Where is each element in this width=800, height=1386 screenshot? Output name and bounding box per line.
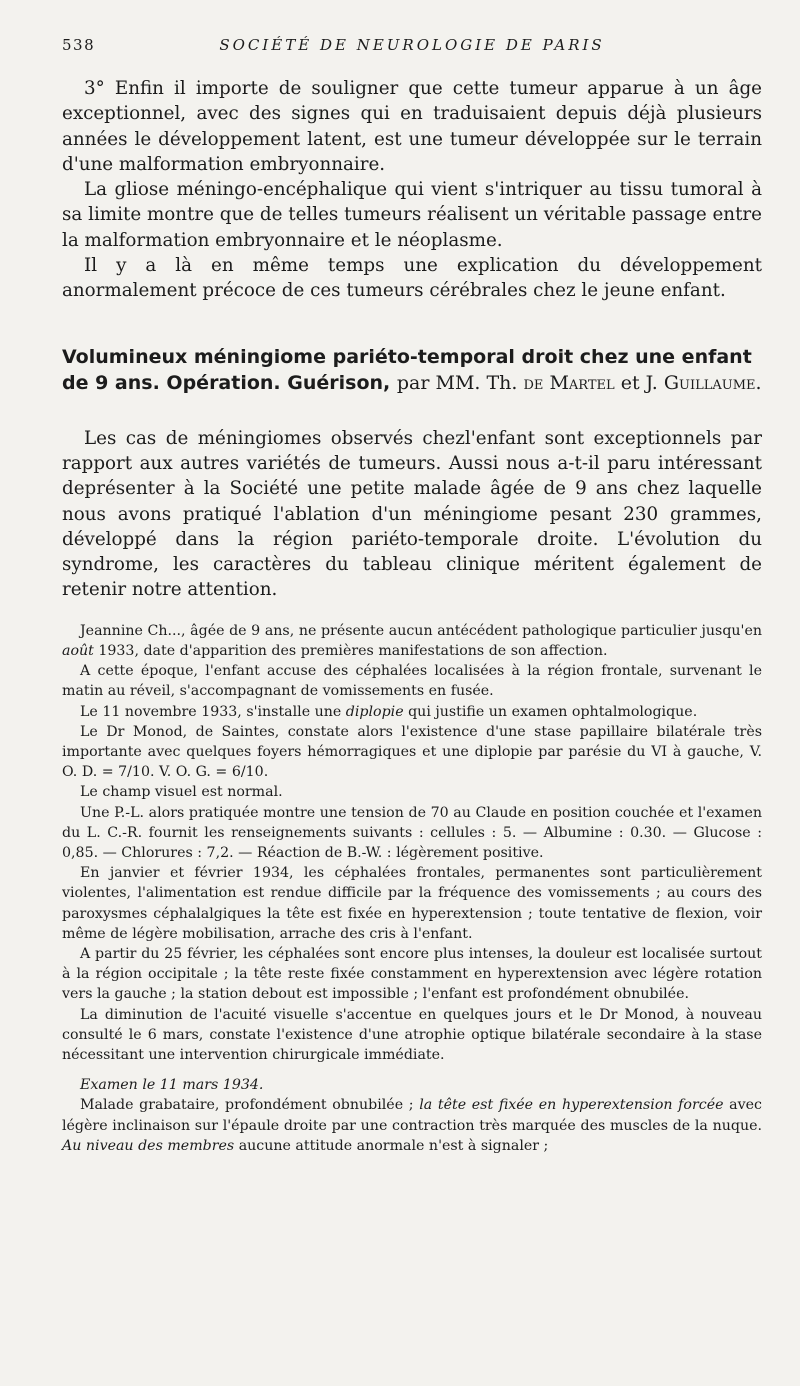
authors-prefix: MM. Th. bbox=[435, 371, 518, 394]
case-paragraph: Le Dr Monod, de Saintes, constate alors l'existence d'une stase papillaire bilatérale très importante avec quelques foyers hémorragiques et une diplopie par parésie du VI à gauche, V. O. D. = 7/10. V. O. G. = 6/10. bbox=[62, 723, 762, 781]
case-paragraph: En janvier et février 1934, les céphalées frontales, permanentes sont particulièrement violentes, l'alimentation est rendue difficile par la fréquence des vomissements ; au cours des paroxysmes céphalalgiques la tête est fixée en hyperextension ; toute tentative de flexion, voir même de légère mobilisation, arrache des cris à l'enfant. bbox=[62, 865, 762, 942]
page-number: 538 bbox=[62, 36, 96, 54]
paragraph: La gliose méningo-encéphalique qui vient s'intriquer au tissu tumoral à sa limite montre que de telles tumeurs réalisent un véritable passage entre la malformation embryonnaire et le néoplasme. bbox=[62, 179, 762, 251]
author-de-martel: de Martel bbox=[523, 371, 615, 394]
and-word: et bbox=[620, 371, 640, 394]
paragraph: 3° Enfin il importe de souligner que cette tumeur apparue à un âge exceptionnel, avec des signes qui en traduisaient depuis déjà plusieurs années le développement latent, est une tumeur développée sur le terrain d'une malformation embryonnaire. bbox=[62, 78, 762, 175]
article-title bbox=[62, 344, 762, 396]
case-paragraph: Jeannine Ch..., âgée de 9 ans, ne présente aucun antécédent pathologique particulier jusqu'en août 1933, date d'apparition des premières manifestations de son affection. bbox=[62, 622, 762, 659]
case-paragraph: Malade grabataire, profondément obnubilée ; la tête est fixée en hyperextension forcée avec légère inclinaison sur l'épaule droite par une contraction très marquée des muscles de la nuque. Au niveau des membres aucune attitude anormale n'est à signaler ; bbox=[62, 1097, 762, 1154]
case-paragraph: La diminution de l'acuité visuelle s'accentue en quelques jours et le Dr Monod, à nouveau consulté le 6 mars, constate l'existence d'une atrophie optique bilatérale secondaire à la stase nécessitant une intervention chirurgicale immédiate. bbox=[62, 1006, 762, 1064]
case-paragraph: Une P.-L. alors pratiquée montre une tension de 70 au Claude en position couchée et l'examen du L. C.-R. fournit les renseignements suivants : cellules : 5. — Albumine : 0.30. — Glucose : 0,85. — Chlorures : 7,2. — Réaction de B.-W. : légèrement positive. bbox=[62, 804, 762, 861]
case-paragraph: Le champ visuel est normal. bbox=[80, 784, 283, 801]
page-header bbox=[62, 36, 762, 76]
case-paragraph: A cette époque, l'enfant accuse des céphalées localisées à la région frontale, survenant le matin au réveil, s'accompagnant de vomissements en fusée. bbox=[62, 663, 762, 700]
paragraph: Il y a là en même temps une explication du développement anormalement précoce de ces tumeurs cérébrales chez le jeune enfant. bbox=[62, 255, 762, 302]
exam-heading: Examen le 11 mars 1934. bbox=[80, 1077, 264, 1094]
case-paragraph: Le 11 novembre 1933, s'installe une diplopie qui justifie un examen ophtalmologique. bbox=[80, 703, 698, 720]
case-paragraph: A partir du 25 février, les céphalées sont encore plus intenses, la douleur est localisée surtout à la région occipitale ; la tête reste fixée constamment en hyperextension avec légère rotation vers la gauche ; la station debout est impossible ; l'enfant est profondément obnubilée. bbox=[62, 946, 762, 1003]
author-guillaume: J. Guillaume. bbox=[645, 371, 762, 394]
article-title-text: Volumineux méningiome pariéto-temporal droit chez une enfant de 9 ans. Opération. Guérison, bbox=[62, 345, 752, 394]
introduction bbox=[62, 426, 762, 603]
article-authors bbox=[397, 372, 762, 394]
case-report bbox=[62, 621, 762, 1156]
page bbox=[62, 36, 762, 1156]
running-title: SOCIÉTÉ DE NEUROLOGIE DE PARIS bbox=[219, 36, 605, 54]
paragraph: Les cas de méningiomes observés chezl'enfant sont exceptionnels par rapport aux autres variétés de tumeurs. Aussi nous a-t-il paru intéressant deprésenter à la Société une petite malade âgée de 9 ans chez laquelle nous avons pratiqué l'ablation d'un méningiome pesant 230 grammes, développé dans la région pariéto-temporale droite. L'évolution du syndrome, les caractères du tableau clinique méritent également de retenir notre attention. bbox=[62, 427, 762, 601]
conclusion-section bbox=[62, 76, 762, 304]
by-word: par bbox=[396, 371, 430, 394]
